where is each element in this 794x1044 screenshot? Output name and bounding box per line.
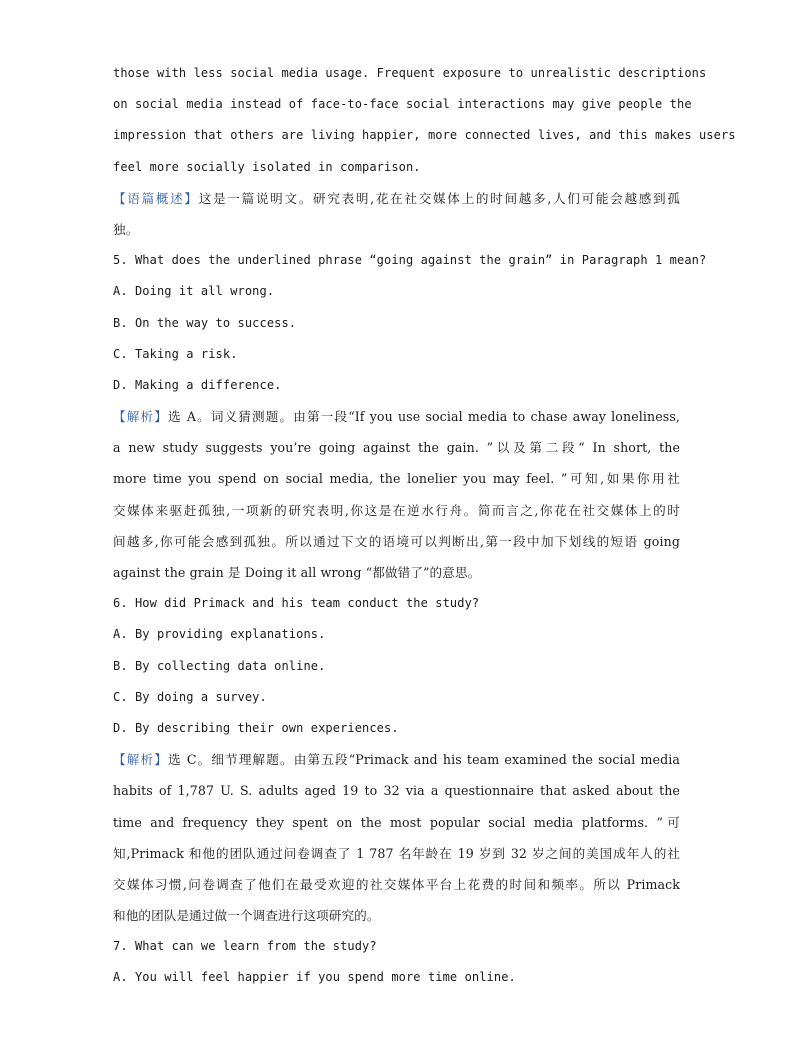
q6-option-b: B. By collecting data online.: [113, 658, 326, 673]
q5-option-c: C. Taking a risk.: [113, 346, 238, 361]
q5-analysis-line: more time you spend on social media, the lonelier you may feel. ”可知,如果你用社: [113, 471, 680, 487]
q6-analysis-line: 知,Primack 和他的团队通过问卷调查了 1 787 名年龄在 19 岁到 32 岁之间的美国成年人的社: [113, 845, 680, 861]
summary-text: 这是一篇说明文。研究表明,花在社交媒体上的时间越多,人们可能会越感到孤: [198, 190, 680, 206]
analysis-tag: 【解析】: [113, 409, 168, 425]
q7-option-a: A. You will feel happier if you spend more time online.: [113, 970, 516, 985]
q5-analysis-line: against the grain 是 Doing it all wrong “都做错了”的意思。: [113, 565, 481, 580]
q5-option-b: B. On the way to success.: [113, 315, 297, 330]
passage-line: on social media instead of face-to-face social interactions may give people the: [113, 97, 692, 112]
q5-analysis-line: [113, 401, 680, 432]
passage-line: feel more socially isolated in comparison.: [113, 159, 421, 174]
document-page: [113, 58, 736, 994]
summary-tag: 【语篇概述】: [113, 190, 199, 206]
q5-option-d: D. Making a difference.: [113, 377, 282, 392]
passage-line: those with less social media usage. Frequent exposure to unrealistic descriptions: [113, 66, 707, 80]
q6-option-c: C. By doing a survey.: [113, 689, 267, 704]
analysis-tag: 【解析】: [113, 752, 168, 768]
analysis-text: 选 C。细节理解题。由第五段“Primack and his team examined the social media: [167, 752, 680, 768]
q5-analysis-line: 交媒体来驱赶孤独,一项新的研究表明,你这是在逆水行舟。简而言之,你花在社交媒体上的时: [113, 502, 680, 518]
analysis-text: 选 A。词义猜测题。由第一段“If you use social media to chase away loneliness,: [167, 409, 680, 425]
q5-analysis-line: a new study suggests you’re going against the gain. ”以及第二段“ In short, the: [113, 440, 680, 456]
q6-analysis-line: habits of 1,787 U. S. adults aged 19 to 32 via a questionnaire that asked about the: [113, 783, 680, 799]
q6-analysis-line: 和他的团队是通过做一个调查进行这项研究的。: [113, 908, 380, 924]
q6-option-d: D. By describing their own experiences.: [113, 720, 399, 735]
passage-line: impression that others are living happier, more connected lives, and this makes users: [113, 128, 736, 143]
question-5: 5. What does the underlined phrase “going against the grain” in Paragraph 1 mean?: [113, 253, 707, 268]
question-6: 6. How did Primack and his team conduct the study?: [113, 596, 480, 611]
summary-line: 独。: [113, 221, 139, 237]
q6-option-a: A. By providing explanations.: [113, 627, 326, 642]
q5-analysis-line: 间越多,你可能会感到孤独。所以通过下文的语境可以判断出,第一段中加下划线的短语 going: [113, 533, 680, 549]
q5-option-a: A. Doing it all wrong.: [113, 284, 275, 299]
q6-analysis-line: [113, 744, 680, 775]
q6-analysis-line: 交媒体习惯,问卷调查了他们在最受欢迎的社交媒体平台上花费的时间和频率。所以 Primack: [113, 876, 680, 892]
summary-line: [113, 183, 680, 214]
q6-analysis-line: time and frequency they spent on the most popular social media platforms. ”可: [113, 814, 680, 830]
question-7: 7. What can we learn from the study?: [113, 939, 377, 954]
